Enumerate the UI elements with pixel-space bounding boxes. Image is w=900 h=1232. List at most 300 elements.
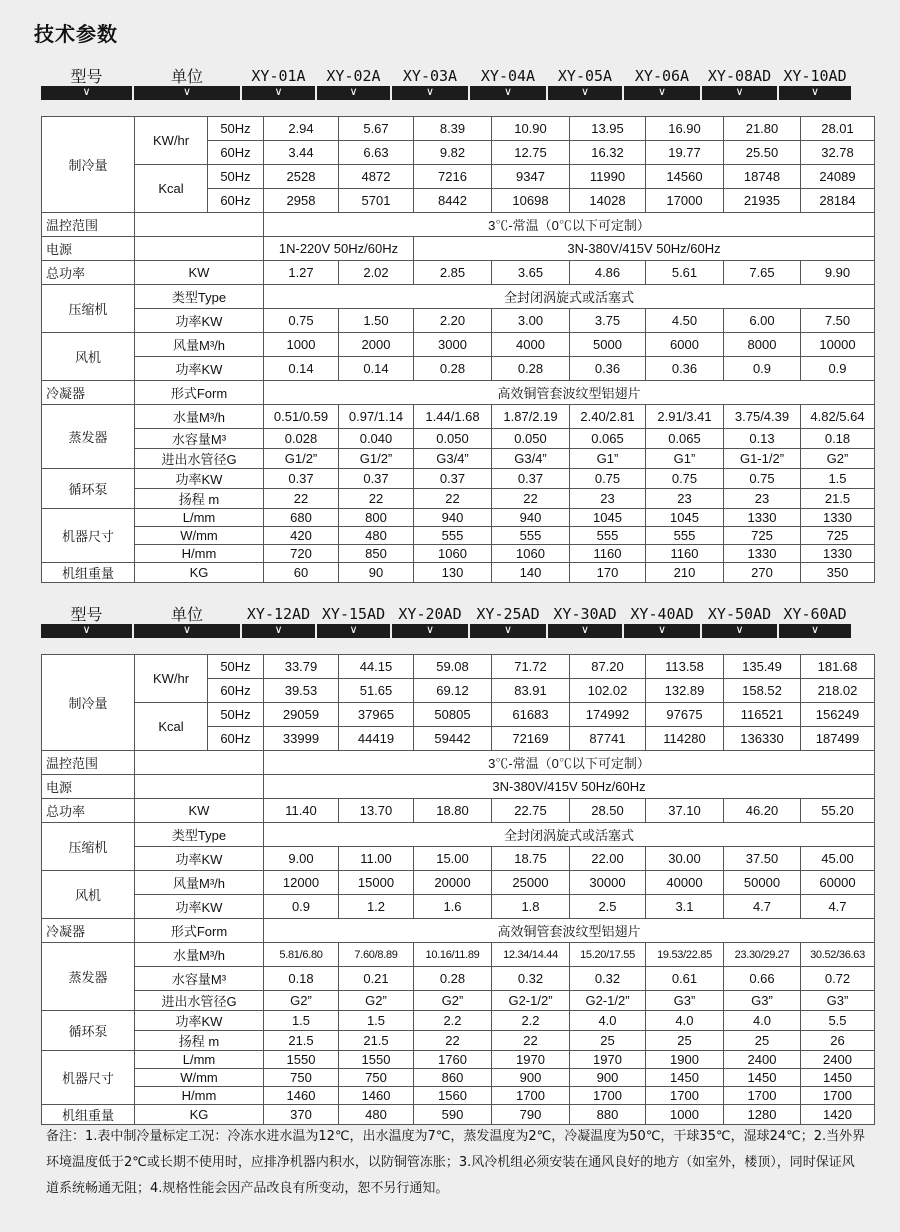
table-row [42, 527, 875, 545]
value-cell: 0.9 [724, 357, 801, 381]
value-cell: 0.21 [339, 967, 414, 991]
value-cell: 0.050 [492, 429, 570, 449]
value-cell: 1.5 [339, 1011, 414, 1031]
sub-label-head: 扬程 m [135, 1031, 264, 1051]
value-cell: 1700 [724, 1087, 801, 1105]
value-cell: G2” [801, 449, 875, 469]
value-cell: 135.49 [724, 655, 801, 679]
merged-value: 高效铜管套波纹型铝翅片 [264, 919, 875, 943]
value-cell: 25000 [492, 871, 570, 895]
value-cell: 0.050 [414, 429, 492, 449]
table-row [42, 1105, 875, 1125]
value-cell: 480 [339, 527, 414, 545]
table-row [42, 1069, 875, 1087]
value-cell: 13.70 [339, 799, 414, 823]
value-cell: 130 [414, 563, 492, 583]
value-cell: 60 [264, 563, 339, 583]
value-cell: 1450 [801, 1069, 875, 1087]
table-row [42, 117, 875, 141]
header-label: XY-25AD [476, 605, 540, 623]
value-cell: 1330 [801, 545, 875, 563]
value-cell: 114280 [646, 727, 724, 751]
header-model-5 [548, 605, 622, 642]
table-row [42, 1051, 875, 1069]
header-row [41, 605, 871, 642]
value-cell: 51.65 [339, 679, 414, 703]
value-cell: 33999 [264, 727, 339, 751]
table-row [42, 703, 875, 727]
sub-label-type: 类型Type [135, 823, 264, 847]
value-cell: 23 [570, 489, 646, 509]
value-cell: 72169 [492, 727, 570, 751]
value-cell: 21.5 [264, 1031, 339, 1051]
value-cell: 0.14 [264, 357, 339, 381]
table-row [42, 1087, 875, 1105]
table-row [42, 775, 875, 799]
header-model-7 [702, 605, 777, 642]
value-cell: 5000 [570, 333, 646, 357]
chevron-down-icon: ∨ [735, 623, 744, 636]
value-cell: 9.00 [264, 847, 339, 871]
empty-cell [135, 237, 264, 261]
notes: 备注：1.表中制冷量标定工况：冷冻水进水温为12℃，出水温度为7℃，蒸发温度为2℃，冷凝温度为50℃，干球35℃，湿球24℃；2.当外界环境温度低于2℃或长期不使用时，应排净机器内积水，以防铜管冻胀；3.风冷机组必须安装在通风良好的地方（如室外，楼顶），同时保证风道系统畅通无阻；4.规格性能会因产品改良有所变动，恕不另行通知。 [46, 1129, 866, 1196]
value-cell: 97675 [646, 703, 724, 727]
value-cell: 1000 [264, 333, 339, 357]
sub-label-l: L/mm [135, 1051, 264, 1069]
chevron-down-icon: ∨ [657, 85, 667, 98]
table-row [42, 165, 875, 189]
value-cell: 1.8 [492, 895, 570, 919]
value-cell: 1970 [492, 1051, 570, 1069]
value-cell: 210 [646, 563, 724, 583]
value-cell: 1700 [801, 1087, 875, 1105]
value-cell: 4.0 [570, 1011, 646, 1031]
value-cell: 750 [264, 1069, 339, 1087]
value-cell: 4.86 [570, 261, 646, 285]
value-cell: G2-1/2” [570, 991, 646, 1011]
row-label-compressor: 压缩机 [42, 823, 135, 871]
value-cell: 60000 [801, 871, 875, 895]
value-cell: 156249 [801, 703, 875, 727]
value-cell: 940 [492, 509, 570, 527]
value-cell: 0.51/0.59 [264, 405, 339, 429]
value-cell: 10000 [801, 333, 875, 357]
value-cell: 0.36 [570, 357, 646, 381]
sub-label-hz: 50Hz [208, 117, 264, 141]
header-label: XY-04A [480, 67, 536, 85]
value-cell: 87741 [570, 727, 646, 751]
value-cell: 3.00 [492, 309, 570, 333]
chevron-down-icon: ∨ [82, 623, 91, 636]
value-cell: 3.65 [492, 261, 570, 285]
value-cell: 50805 [414, 703, 492, 727]
value-cell: G2-1/2” [492, 991, 570, 1011]
value-cell: 1700 [570, 1087, 646, 1105]
header-label: 单位 [170, 605, 203, 624]
value-cell: 4.50 [646, 309, 724, 333]
header-label: XY-40AD [630, 605, 694, 623]
sub-label-kg: KG [135, 563, 264, 583]
value-cell: 880 [570, 1105, 646, 1125]
row-label-temp-range: 温控范围 [42, 213, 135, 237]
chevron-down-icon: ∨ [425, 623, 435, 636]
header-label: XY-60AD [783, 605, 847, 623]
value-cell: 1700 [492, 1087, 570, 1105]
value-cell: 11.40 [264, 799, 339, 823]
value-cell: 0.040 [339, 429, 414, 449]
merged-value: 3N-380V/415V 50Hz/60Hz [264, 775, 875, 799]
value-cell: 590 [414, 1105, 492, 1125]
value-cell: 2.85 [414, 261, 492, 285]
value-cell: 12.34/14.44 [492, 943, 570, 967]
value-cell: 2000 [339, 333, 414, 357]
sub-label-hz: 50Hz [208, 165, 264, 189]
header-label: XY-01A [251, 67, 306, 85]
header-label: 型号 [70, 605, 103, 624]
value-cell: 4872 [339, 165, 414, 189]
value-cell: 0.66 [724, 967, 801, 991]
header-model-2 [317, 605, 390, 642]
sub-label-power: 功率KW [135, 895, 264, 919]
value-cell: 69.12 [414, 679, 492, 703]
value-cell: 7.50 [801, 309, 875, 333]
value-cell: 15.20/17.55 [570, 943, 646, 967]
value-cell: 33.79 [264, 655, 339, 679]
value-cell: 28184 [801, 189, 875, 213]
value-cell: 3.75 [570, 309, 646, 333]
row-label-pump: 循环泵 [42, 1011, 135, 1051]
chevron-down-icon: ∨ [349, 623, 358, 636]
value-cell: 860 [414, 1069, 492, 1087]
value-cell: 158.52 [724, 679, 801, 703]
sub-label-h: H/mm [135, 545, 264, 563]
value-cell: 23 [724, 489, 801, 509]
value-cell: G3” [801, 991, 875, 1011]
table-row [42, 489, 875, 509]
sub-label-hz: 60Hz [208, 189, 264, 213]
value-cell: 46.20 [724, 799, 801, 823]
value-cell: 12.75 [492, 141, 570, 165]
value-cell: 4.82/5.64 [801, 405, 875, 429]
value-cell: 18748 [724, 165, 801, 189]
value-cell: 0.32 [492, 967, 570, 991]
value-cell: 850 [339, 545, 414, 563]
chevron-down-icon: ∨ [580, 85, 590, 98]
value-cell: G1/2” [264, 449, 339, 469]
table-row [42, 237, 875, 261]
header-model [41, 67, 132, 104]
merged-value: 1N-220V 50Hz/60Hz [264, 237, 414, 261]
chevron-down-icon: ∨ [182, 85, 192, 98]
header-label: XY-20AD [398, 605, 462, 623]
value-cell: 0.37 [264, 469, 339, 489]
value-cell: 40000 [646, 871, 724, 895]
sub-label-water-volume: 水容量M³ [135, 967, 264, 991]
value-cell: 2.94 [264, 117, 339, 141]
row-label-weight: 机组重量 [42, 563, 135, 583]
value-cell: 555 [492, 527, 570, 545]
value-cell: G3/4” [492, 449, 570, 469]
sub-label-hz: 60Hz [208, 679, 264, 703]
sub-label-power: 功率KW [135, 357, 264, 381]
value-cell: G2” [339, 991, 414, 1011]
table-row [42, 871, 875, 895]
table-row [42, 799, 875, 823]
value-cell: 8442 [414, 189, 492, 213]
page-title: 技术参数 [34, 22, 118, 46]
value-cell: 15000 [339, 871, 414, 895]
value-cell: 940 [414, 509, 492, 527]
sub-label-form: 形式Form [135, 381, 264, 405]
value-cell: 480 [339, 1105, 414, 1125]
row-label-dimensions: 机器尺寸 [42, 1051, 135, 1105]
value-cell: 0.32 [570, 967, 646, 991]
value-cell: 90 [339, 563, 414, 583]
header-label: XY-06A [634, 67, 690, 85]
value-cell: 0.72 [801, 967, 875, 991]
value-cell: 1450 [646, 1069, 724, 1087]
value-cell: 17000 [646, 189, 724, 213]
value-cell: 174992 [570, 703, 646, 727]
value-cell: 25 [646, 1031, 724, 1051]
value-cell: 16.32 [570, 141, 646, 165]
table-row [42, 449, 875, 469]
value-cell: 4000 [492, 333, 570, 357]
value-cell: 25 [570, 1031, 646, 1051]
sub-label-hz: 50Hz [208, 655, 264, 679]
value-cell: 22.75 [492, 799, 570, 823]
sub-label-airflow: 风量M³/h [135, 871, 264, 895]
value-cell: 1045 [570, 509, 646, 527]
value-cell: 1060 [414, 545, 492, 563]
value-cell: 1970 [570, 1051, 646, 1069]
value-cell: 44.15 [339, 655, 414, 679]
table-row [42, 213, 875, 237]
value-cell: 55.20 [801, 799, 875, 823]
value-cell: 1.2 [339, 895, 414, 919]
value-cell: 113.58 [646, 655, 724, 679]
row-label-cooling: 制冷量 [42, 655, 135, 751]
table-row [42, 405, 875, 429]
header-model-4 [470, 67, 546, 104]
row-label-evaporator: 蒸发器 [42, 943, 135, 1011]
value-cell: 370 [264, 1105, 339, 1125]
value-cell: G3” [724, 991, 801, 1011]
header-model-3 [392, 67, 468, 104]
value-cell: 7.65 [724, 261, 801, 285]
value-cell: 1330 [724, 545, 801, 563]
header-model-5 [548, 67, 622, 104]
value-cell: 1460 [264, 1087, 339, 1105]
value-cell: 16.90 [646, 117, 724, 141]
chevron-down-icon: ∨ [810, 85, 820, 98]
chevron-down-icon: ∨ [82, 85, 91, 98]
sub-label-water-flow: 水量M³/h [135, 943, 264, 967]
merged-value: 3℃-常温（0℃以下可定制） [264, 751, 875, 775]
value-cell: 25.50 [724, 141, 801, 165]
table-row [42, 1031, 875, 1051]
chevron-down-icon: ∨ [810, 623, 820, 636]
value-cell: 218.02 [801, 679, 875, 703]
value-cell: 50000 [724, 871, 801, 895]
value-cell: 0.18 [264, 967, 339, 991]
value-cell: 25 [724, 1031, 801, 1051]
value-cell: 11.00 [339, 847, 414, 871]
value-cell: 1330 [801, 509, 875, 527]
value-cell: 14560 [646, 165, 724, 189]
header-model [41, 605, 132, 642]
header-model-7 [702, 67, 777, 104]
row-label-condenser: 冷凝器 [42, 919, 135, 943]
value-cell: 0.9 [801, 357, 875, 381]
value-cell: 1.5 [801, 469, 875, 489]
value-cell: 0.36 [646, 357, 724, 381]
sub-label-power: 功率KW [135, 309, 264, 333]
value-cell: G3” [646, 991, 724, 1011]
header-model-1 [242, 67, 315, 104]
row-label-fan: 风机 [42, 333, 135, 381]
value-cell: 2400 [801, 1051, 875, 1069]
value-cell: 5.5 [801, 1011, 875, 1031]
value-cell: 14028 [570, 189, 646, 213]
value-cell: 680 [264, 509, 339, 527]
value-cell: 555 [646, 527, 724, 545]
header-model-4 [470, 605, 546, 642]
value-cell: 5.61 [646, 261, 724, 285]
value-cell: 102.02 [570, 679, 646, 703]
value-cell: G1/2” [339, 449, 414, 469]
empty-cell [135, 751, 264, 775]
row-label-compressor: 压缩机 [42, 285, 135, 333]
value-cell: 1000 [646, 1105, 724, 1125]
value-cell: G2” [264, 991, 339, 1011]
table-row [42, 919, 875, 943]
value-cell: 1460 [339, 1087, 414, 1105]
value-cell: 15.00 [414, 847, 492, 871]
value-cell: 32.78 [801, 141, 875, 165]
value-cell: 10.16/11.89 [414, 943, 492, 967]
table-row [42, 823, 875, 847]
table-row [42, 309, 875, 333]
table-row [42, 655, 875, 679]
value-cell: 4.7 [724, 895, 801, 919]
sub-label-kcal: Kcal [135, 703, 208, 751]
table-row [42, 545, 875, 563]
merged-value: 全封闭涡旋式或活塞式 [264, 285, 875, 309]
value-cell: 30000 [570, 871, 646, 895]
value-cell: 37.10 [646, 799, 724, 823]
value-cell: 3000 [414, 333, 492, 357]
header-model-8 [779, 605, 851, 642]
header-label: XY-05A [557, 67, 613, 85]
value-cell: 0.75 [570, 469, 646, 489]
row-label-power: 电源 [42, 237, 135, 261]
value-cell: 22 [414, 1031, 492, 1051]
row-label-power: 电源 [42, 775, 135, 799]
value-cell: 2528 [264, 165, 339, 189]
value-cell: G1” [570, 449, 646, 469]
value-cell: 0.065 [646, 429, 724, 449]
value-cell: 1.44/1.68 [414, 405, 492, 429]
value-cell: 0.13 [724, 429, 801, 449]
value-cell: 170 [570, 563, 646, 583]
value-cell: 22 [492, 1031, 570, 1051]
value-cell: 6.00 [724, 309, 801, 333]
value-cell: 18.75 [492, 847, 570, 871]
value-cell: 1.50 [339, 309, 414, 333]
value-cell: 59.08 [414, 655, 492, 679]
sub-label-airflow: 风量M³/h [135, 333, 264, 357]
value-cell: 18.80 [414, 799, 492, 823]
row-label-condenser: 冷凝器 [42, 381, 135, 405]
value-cell: 83.91 [492, 679, 570, 703]
value-cell: 10.90 [492, 117, 570, 141]
value-cell: 71.72 [492, 655, 570, 679]
value-cell: 5701 [339, 189, 414, 213]
value-cell: 0.37 [492, 469, 570, 489]
value-cell: 0.28 [414, 357, 492, 381]
value-cell: 9.90 [801, 261, 875, 285]
value-cell: 0.75 [646, 469, 724, 489]
table-row [42, 991, 875, 1011]
value-cell: 0.28 [414, 967, 492, 991]
value-cell: G2” [414, 991, 492, 1011]
value-cell: 5.67 [339, 117, 414, 141]
table-row [42, 381, 875, 405]
header-unit [134, 605, 240, 642]
header-label: XY-02A [326, 67, 381, 85]
sub-label-type: 类型Type [135, 285, 264, 309]
value-cell: 6.63 [339, 141, 414, 165]
chevron-down-icon: ∨ [274, 85, 283, 98]
spec-table [41, 654, 875, 1125]
row-label-total-power: 总功率 [42, 261, 135, 285]
value-cell: 725 [801, 527, 875, 545]
value-cell: 61683 [492, 703, 570, 727]
value-cell: 2.5 [570, 895, 646, 919]
sub-label-form: 形式Form [135, 919, 264, 943]
value-cell: 30.52/36.63 [801, 943, 875, 967]
header-row [41, 67, 871, 104]
value-cell: 28.50 [570, 799, 646, 823]
value-cell: 7216 [414, 165, 492, 189]
value-cell: 29059 [264, 703, 339, 727]
value-cell: 0.75 [264, 309, 339, 333]
value-cell: 1450 [724, 1069, 801, 1087]
value-cell: 7.60/8.89 [339, 943, 414, 967]
value-cell: 10698 [492, 189, 570, 213]
value-cell: 0.37 [339, 469, 414, 489]
merged-value: 高效铜管套波纹型铝翅片 [264, 381, 875, 405]
value-cell: 44419 [339, 727, 414, 751]
value-cell: 22.00 [570, 847, 646, 871]
empty-cell [135, 213, 264, 237]
sub-label-kg: KG [135, 1105, 264, 1125]
sub-label-hz: 60Hz [208, 141, 264, 165]
value-cell: 0.61 [646, 967, 724, 991]
value-cell: 3.75/4.39 [724, 405, 801, 429]
sub-label-pipe: 进出水管径G [135, 991, 264, 1011]
sub-label-w: W/mm [135, 527, 264, 545]
merged-value: 3N-380V/415V 50Hz/60Hz [414, 237, 875, 261]
value-cell: 23.30/29.27 [724, 943, 801, 967]
chevron-down-icon: ∨ [657, 623, 667, 636]
sub-label-hz: 50Hz [208, 703, 264, 727]
chevron-down-icon: ∨ [735, 85, 744, 98]
value-cell: 8.39 [414, 117, 492, 141]
row-label-dimensions: 机器尺寸 [42, 509, 135, 563]
merged-value: 全封闭涡旋式或活塞式 [264, 823, 875, 847]
